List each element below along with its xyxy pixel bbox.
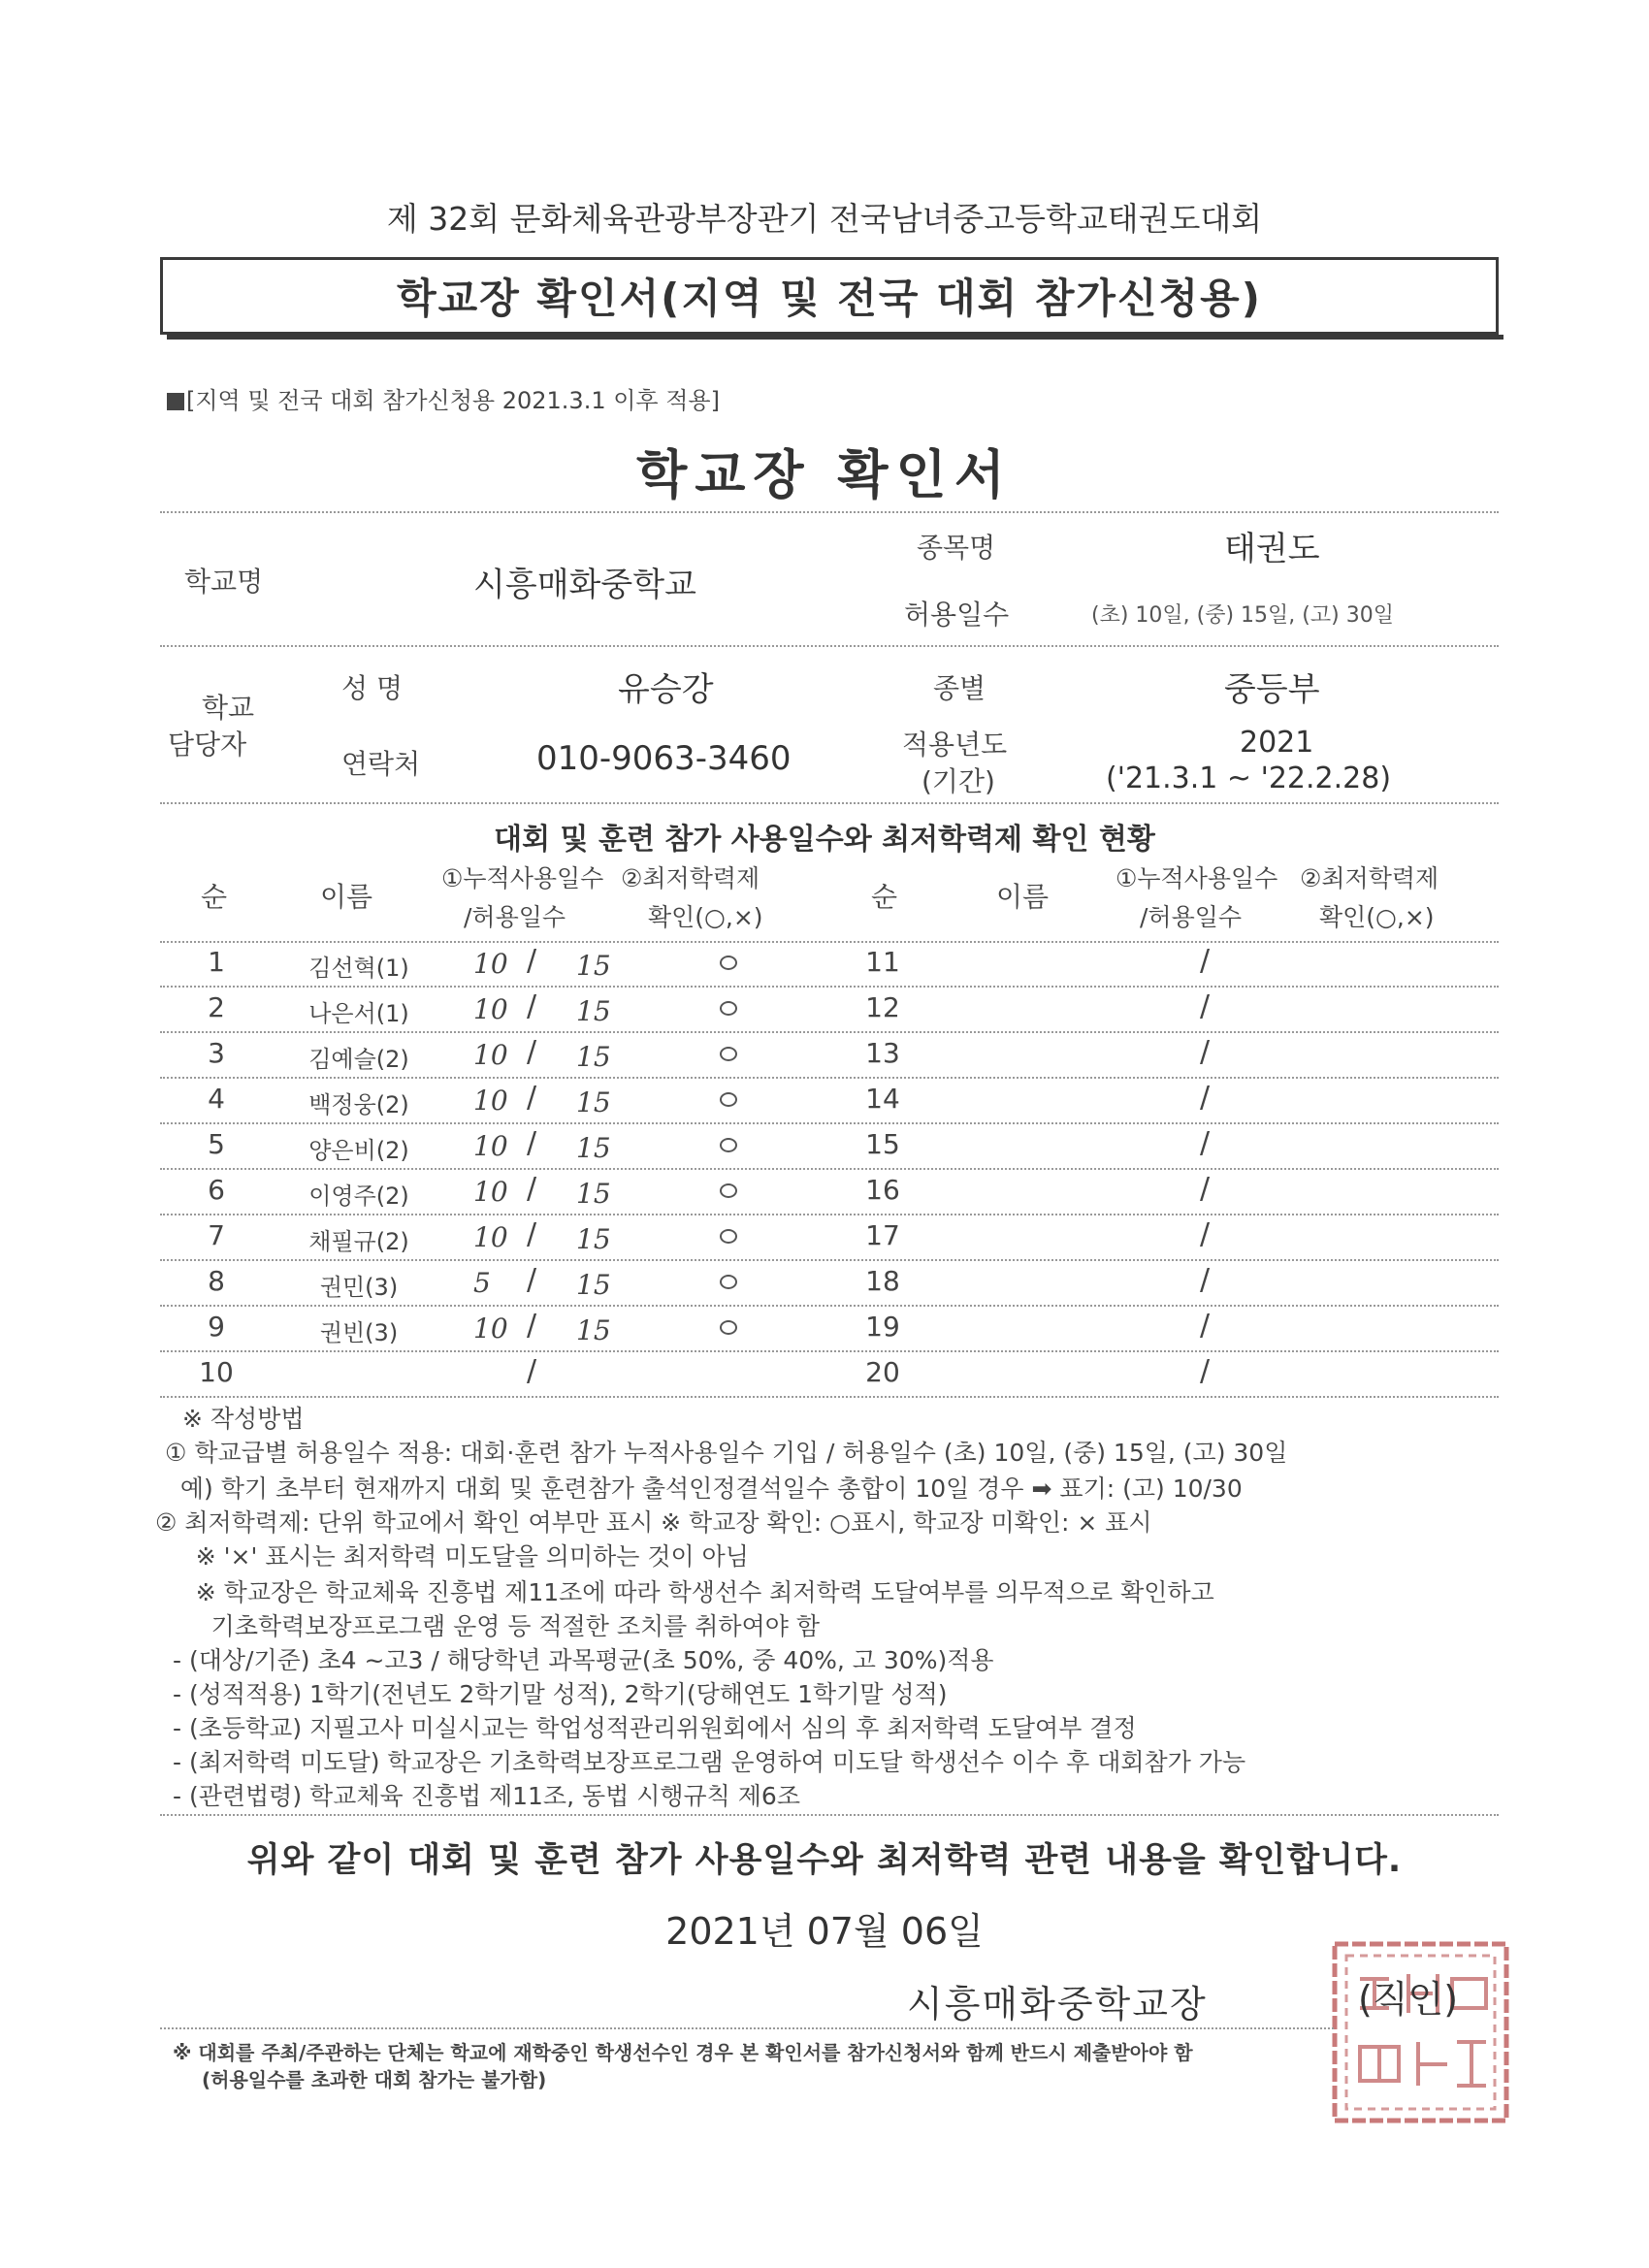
note-line: ② 최저학력제: 단위 학교에서 확인 여부만 표시 ※ 학교장 확인: ○표시, 학교장 미확인: × 표시	[155, 1508, 1152, 1537]
year-label: 적용년도	[902, 729, 1008, 761]
circle-mark-icon	[720, 1183, 737, 1198]
days-slash: /	[527, 1035, 537, 1069]
divider	[160, 941, 1499, 943]
period-value: ('21.3.1 ~ '22.2.28)	[1106, 761, 1392, 795]
row-divider	[160, 1259, 1499, 1261]
used-days: 10	[473, 1039, 508, 1071]
row-divider	[160, 1396, 1499, 1398]
row-number: 18	[865, 1265, 900, 1297]
allowed-days: 15	[576, 1086, 611, 1118]
signature-date: 2021년 07월 06일	[665, 1910, 984, 1953]
days-slash: /	[527, 989, 537, 1023]
row-number: 20	[865, 1356, 900, 1388]
col-header-check-1-right: ②최저학력제	[1300, 864, 1439, 892]
col-header-num-right: 순	[871, 881, 898, 913]
official-seal	[1331, 1940, 1510, 2124]
table-section-title: 대회 및 훈련 참가 사용일수와 최저학력제 확인 현황	[494, 823, 1155, 857]
allowed-days: 15	[576, 1223, 611, 1255]
division-value: 중등부	[1224, 670, 1320, 709]
days-slash: /	[1200, 1354, 1211, 1388]
student-name: 김선혁(1)	[308, 955, 409, 982]
row-divider	[160, 1214, 1499, 1215]
row-number: 13	[865, 1037, 900, 1069]
event-title: 제 32회 문화체육관광부장관기 전국남녀중고등학교태권도대회	[386, 200, 1263, 238]
allowed-days: 15	[576, 1132, 611, 1164]
check-mark	[720, 1138, 737, 1152]
days-slash: /	[1200, 1126, 1211, 1160]
circle-mark-icon	[720, 1138, 737, 1152]
allowed-days: 15	[576, 1178, 611, 1210]
note-line: ① 학교급별 허용일수 적용: 대회·훈련 참가 누적사용일수 기입 / 허용일수 (초) 10일, (중) 15일, (고) 30일	[165, 1439, 1288, 1467]
days-slash: /	[1200, 1081, 1211, 1115]
row-number: 5	[208, 1128, 225, 1160]
circle-mark-icon	[720, 956, 737, 970]
period-label: (기간)	[922, 765, 995, 797]
student-name: 권빈(3)	[319, 1319, 399, 1346]
row-number: 19	[865, 1311, 900, 1343]
col-header-days-1-right: ①누적사용일수	[1116, 864, 1278, 892]
allowed-days-label: 허용일수	[904, 599, 1010, 631]
form-title-box	[160, 257, 1499, 335]
seal-label: (직인)	[1358, 1978, 1459, 2021]
student-name: 나은서(1)	[308, 1000, 409, 1027]
note-line: - (관련법령) 학교체육 진흥법 제11조, 동법 시행규칙 제6조	[173, 1782, 800, 1810]
square-bullet-icon	[167, 393, 184, 410]
row-number: 8	[208, 1265, 225, 1297]
allowed-days: 15	[576, 950, 611, 982]
note-line: 예) 학기 초부터 현재까지 대회 및 훈련참가 출석인정결석일수 총합이 10일 경우 ➡ 표기: (고) 10/30	[165, 1474, 1243, 1503]
col-header-days-2-right: /허용일수	[1140, 903, 1243, 931]
note-line: ※ 학교장은 학교체육 진흥법 제11조에 따라 학생선수 최저학력 도달여부를 의무적으로 확인하고	[165, 1578, 1214, 1606]
used-days: 10	[473, 948, 508, 980]
divider	[160, 1814, 1499, 1816]
divider	[160, 2027, 1334, 2029]
name-value: 유승강	[618, 670, 714, 709]
row-number: 3	[208, 1037, 225, 1069]
check-mark	[720, 1001, 737, 1016]
row-number: 14	[865, 1083, 900, 1115]
col-header-check-2: 확인(○,×)	[648, 903, 763, 931]
school-value: 시흥매화중학교	[473, 566, 696, 604]
col-header-name: 이름	[320, 881, 373, 913]
circle-mark-icon	[720, 1320, 737, 1335]
used-days: 10	[473, 1221, 508, 1253]
check-mark	[720, 1092, 737, 1107]
row-number: 12	[865, 991, 900, 1023]
notes-heading: ※ 작성방법	[182, 1405, 305, 1433]
staff-label-1: 학교	[202, 692, 255, 724]
principal-name: 시흥매화중학교장	[907, 1983, 1208, 2025]
footer-note-2: (허용일수를 초과한 대회 참가는 불가함)	[202, 2068, 547, 2091]
division-label: 종별	[933, 672, 986, 704]
col-header-check-1: ②최저학력제	[621, 864, 760, 892]
check-mark	[720, 1047, 737, 1061]
allowed-days: 15	[576, 995, 611, 1027]
row-number: 7	[208, 1219, 225, 1251]
note-line: - (최저학력 미도달) 학교장은 기초학력보장프로그램 운영하여 미도달 학생선수 이수 후 대회참가 가능	[173, 1748, 1246, 1776]
name-label: 성 명	[341, 672, 403, 704]
divider	[160, 802, 1499, 804]
confirmation-statement: 위와 같이 대회 및 훈련 참가 사용일수와 최저학력 관련 내용을 확인합니다.	[246, 1841, 1403, 1880]
row-number: 1	[208, 946, 225, 978]
notice-text: [지역 및 전국 대회 참가신청용 2021.3.1 이후 적용]	[186, 387, 720, 414]
divider	[160, 511, 1499, 513]
days-slash: /	[527, 1126, 537, 1160]
student-name: 채필규(2)	[308, 1228, 409, 1255]
days-slash: /	[1200, 1217, 1211, 1251]
circle-mark-icon	[720, 1092, 737, 1107]
school-label: 학교명	[184, 566, 264, 598]
col-header-days-1: ①누적사용일수	[441, 864, 604, 892]
used-days: 10	[473, 993, 508, 1025]
row-number: 6	[208, 1174, 225, 1206]
student-name: 양은비(2)	[308, 1137, 409, 1164]
allowed-days-value: (초) 10일, (중) 15일, (고) 30일	[1091, 603, 1394, 628]
days-slash: /	[527, 1263, 537, 1297]
student-name: 권민(3)	[319, 1274, 399, 1301]
row-number: 17	[865, 1219, 900, 1251]
event-value: 태권도	[1224, 530, 1320, 568]
days-slash: /	[527, 1172, 537, 1206]
student-name: 이영주(2)	[308, 1183, 409, 1210]
row-number: 10	[199, 1356, 234, 1388]
note-line: - (대상/기준) 초4 ~고3 / 해당학년 과목평균(초 50%, 중 40%, 고 30%)적용	[173, 1646, 994, 1674]
check-mark	[720, 1229, 737, 1244]
footer-note-1: ※ 대회를 주최/주관하는 단체는 학교에 재학중인 학생선수인 경우 본 확인서를 참가신청서와 함께 반드시 제출받아야 함	[173, 2041, 1193, 2064]
check-mark	[720, 1275, 737, 1289]
divider	[160, 645, 1499, 647]
days-slash: /	[1200, 1263, 1211, 1297]
days-slash: /	[1200, 1172, 1211, 1206]
row-number: 4	[208, 1083, 225, 1115]
row-number: 15	[865, 1128, 900, 1160]
row-divider	[160, 986, 1499, 988]
used-days: 10	[473, 1130, 508, 1162]
circle-mark-icon	[720, 1229, 737, 1244]
circle-mark-icon	[720, 1047, 737, 1061]
col-header-name-right: 이름	[996, 881, 1050, 913]
days-slash: /	[1200, 1309, 1211, 1343]
days-slash: /	[527, 1081, 537, 1115]
circle-mark-icon	[720, 1275, 737, 1289]
allowed-days: 15	[576, 1041, 611, 1073]
used-days: 5	[473, 1267, 491, 1299]
notice-line	[167, 381, 720, 415]
days-slash: /	[1200, 1035, 1211, 1069]
event-label: 종목명	[917, 532, 996, 564]
days-slash: /	[527, 1217, 537, 1251]
check-mark	[720, 1183, 737, 1198]
days-slash: /	[1200, 944, 1211, 978]
contact-value: 010-9063-3460	[536, 739, 792, 778]
row-divider	[160, 1122, 1499, 1124]
document-title: 학교장 확인서	[636, 444, 1013, 505]
note-line: - (초등학교) 지필고사 미실시교는 학업성적관리위원회에서 심의 후 최저학력 도달여부 결정	[173, 1714, 1137, 1742]
days-slash: /	[527, 1309, 537, 1343]
form-title: 학교장 확인서(지역 및 전국 대회 참가신청용)	[397, 275, 1262, 322]
row-number: 11	[865, 946, 900, 978]
staff-label-2: 담당자	[168, 729, 247, 761]
allowed-days: 15	[576, 1269, 611, 1301]
row-divider	[160, 1305, 1499, 1307]
year-value: 2021	[1240, 726, 1314, 760]
row-number: 9	[208, 1311, 225, 1343]
note-line: - (성적적용) 1학기(전년도 2학기말 성적), 2학기(당해연도 1학기말 성적)	[173, 1680, 948, 1708]
row-divider	[160, 1077, 1499, 1079]
check-mark	[720, 956, 737, 970]
used-days: 10	[473, 1312, 508, 1345]
note-line: 기초학력보장프로그램 운영 등 적절한 조치를 취하여야 함	[165, 1612, 820, 1640]
row-divider	[160, 1350, 1499, 1352]
contact-label: 연락처	[341, 748, 421, 780]
col-header-num: 순	[201, 881, 228, 913]
allowed-days: 15	[576, 1314, 611, 1346]
student-name: 김예슬(2)	[308, 1046, 409, 1073]
note-line: ※ '×' 표시는 최저학력 미도달을 의미하는 것이 아님	[165, 1542, 749, 1571]
used-days: 10	[473, 1085, 508, 1117]
row-number: 16	[865, 1174, 900, 1206]
check-mark	[720, 1320, 737, 1335]
days-slash: /	[1200, 989, 1211, 1023]
row-divider	[160, 1031, 1499, 1033]
days-slash: /	[527, 944, 537, 978]
col-header-check-2-right: 확인(○,×)	[1319, 903, 1435, 931]
row-number: 2	[208, 991, 225, 1023]
student-name: 백정웅(2)	[308, 1091, 409, 1118]
used-days: 10	[473, 1176, 508, 1208]
col-header-days-2: /허용일수	[464, 903, 566, 931]
days-slash: /	[527, 1354, 537, 1388]
circle-mark-icon	[720, 1001, 737, 1016]
row-divider	[160, 1168, 1499, 1170]
